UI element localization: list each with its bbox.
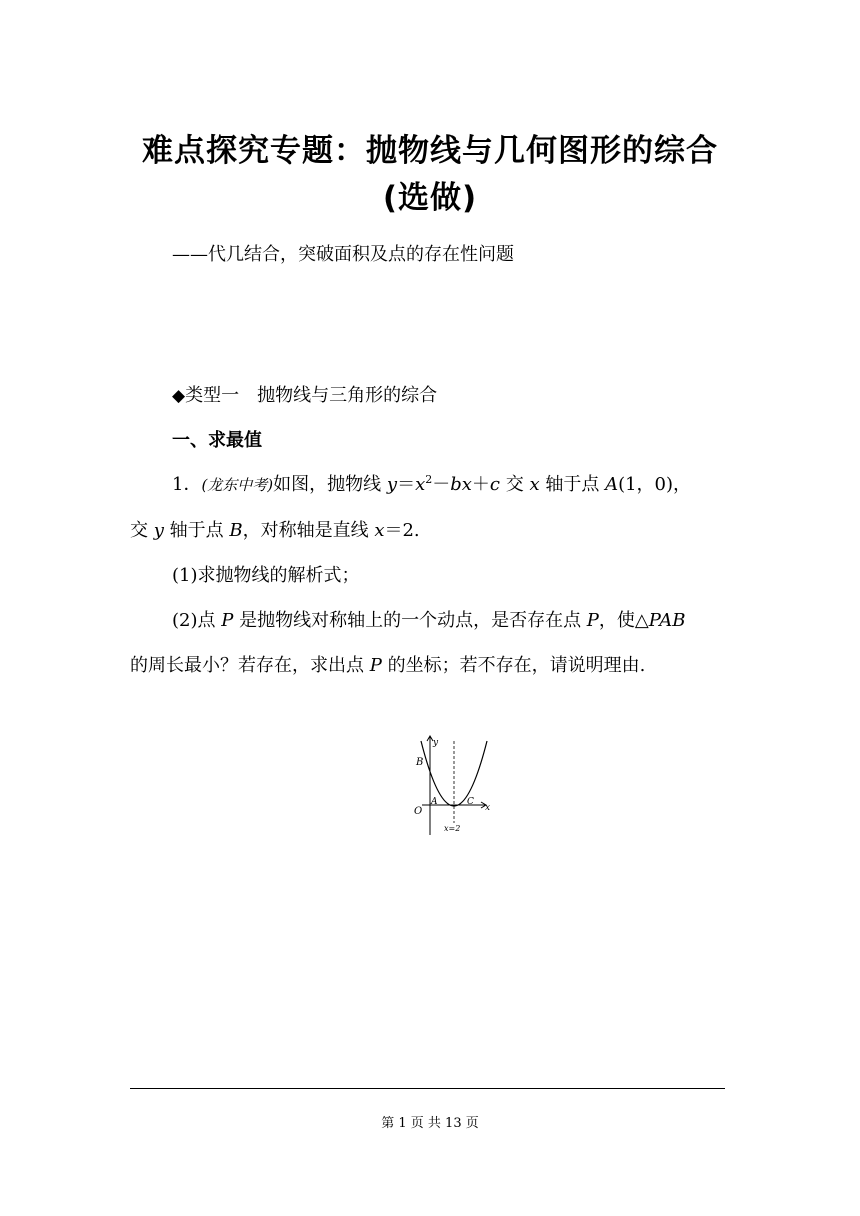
math-var: P (369, 655, 382, 676)
type-heading: 类型一 抛物线与三角形的综合 (185, 385, 438, 406)
point-b-label: B (416, 757, 424, 768)
page-number-footer: 第 1 页 共 13 页 (381, 1116, 479, 1131)
text-run: 如图，抛物线 (273, 474, 387, 495)
math-var: bx (450, 474, 472, 495)
text-run: ，对称轴是直线 (242, 520, 375, 541)
footer-divider (130, 1088, 725, 1089)
question-2-line-2 (130, 651, 645, 677)
math-op: ＝ (397, 474, 416, 495)
text-run: 轴于点 (539, 474, 606, 495)
text-run: 的周长最小？若存在，求出点 (130, 655, 370, 676)
math-var: c (489, 474, 501, 495)
point-c-label: C (467, 797, 474, 807)
math-var: x (415, 474, 426, 495)
text-run: ＝2. (384, 520, 420, 541)
section-heading: 一、求最值 (172, 430, 262, 451)
text-run: 交 (130, 520, 154, 541)
math-op: ＋ (471, 474, 490, 495)
question-1: (1)求抛物线的解析式； (172, 565, 360, 586)
symmetry-axis-label: x=2 (444, 824, 461, 833)
math-op: － (432, 474, 451, 495)
math-var: P (221, 610, 234, 631)
origin-label: O (414, 806, 423, 817)
text-run: (2)点 (172, 610, 222, 631)
math-var: PAB (648, 610, 686, 631)
type-heading-row (172, 381, 437, 407)
math-var: x (374, 520, 385, 541)
question-2-line-1 (172, 606, 685, 632)
problem-number: 1． (172, 474, 202, 495)
math-var: A (605, 474, 619, 495)
page-title: 难点探究专题：抛物线与几何图形的综合 (142, 133, 718, 169)
page-subtitle: ——代几结合，突破面积及点的存在性问题 (172, 244, 514, 265)
problem-line-2 (130, 516, 420, 542)
parabola-figure (408, 733, 492, 841)
text-run: (1，0)， (618, 474, 692, 495)
point-a-label: A (431, 797, 438, 807)
problem-line-1 (172, 470, 691, 496)
math-var: P (586, 610, 599, 631)
text-run: 的坐标；若不存在，请说明理由. (381, 655, 646, 676)
text-run: 轴于点 (163, 520, 230, 541)
text-run: 交 (500, 474, 530, 495)
math-var: y (153, 520, 164, 541)
diamond-bullet-icon: ◆ (172, 386, 186, 406)
page-title-suffix: (选做) (382, 180, 478, 216)
text-run: ，使△ (598, 610, 649, 631)
math-var: B (229, 520, 243, 541)
problem-source: (龙东中考) (201, 476, 274, 494)
math-var: y (386, 474, 398, 495)
math-exponent: 2 (425, 473, 433, 486)
x-axis-label: x (485, 803, 491, 813)
text-run: 是抛物线对称轴上的一个动点，是否存在点 (233, 610, 587, 631)
math-var: x (529, 474, 540, 495)
y-axis-label: y (433, 738, 439, 748)
